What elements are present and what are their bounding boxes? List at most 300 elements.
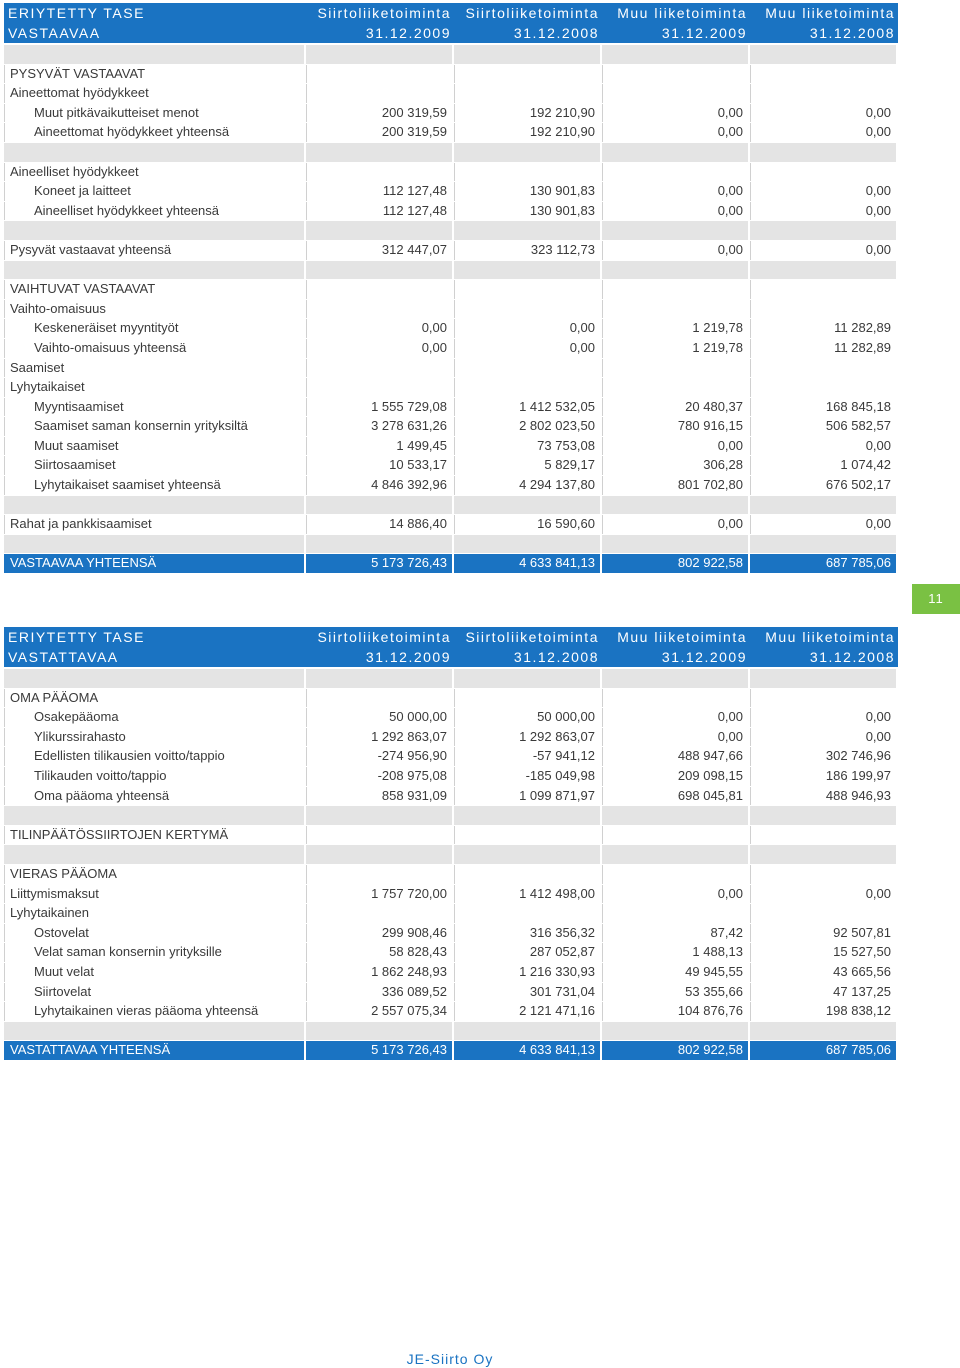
row-label: Aineettomat hyödykkeet yhteensä [4, 123, 306, 142]
row-label: OMA PÄÄOMA [4, 689, 306, 708]
value-cell: 0,00 [750, 437, 896, 456]
value-cell: 301 731,04 [454, 983, 602, 1002]
value-cell [602, 826, 750, 845]
row-label: Oma pääoma yhteensä [4, 787, 306, 806]
value-cell [750, 45, 896, 64]
header-col-1: Siirtoliiketoiminta [317, 5, 451, 21]
row-label: Saamiset saman konsernin yrityksiltä [4, 417, 306, 436]
row-label: Muut saamiset [4, 437, 306, 456]
value-cell [454, 143, 602, 162]
table-row [4, 202, 898, 222]
value-cell [750, 1022, 896, 1041]
value-cell [454, 1022, 602, 1041]
value-cell: 1 219,78 [602, 319, 750, 338]
row-label [4, 261, 306, 280]
value-cell [750, 535, 896, 554]
row-label [4, 221, 306, 240]
header-date-1: 31.12.2009 [365, 649, 451, 665]
row-label: VAIHTUVAT VASTAAVAT [4, 280, 306, 299]
header-col-4: Muu liiketoiminta [765, 5, 895, 21]
row-label [4, 669, 306, 688]
table-row [4, 398, 898, 418]
value-cell [454, 378, 602, 397]
value-cell [750, 496, 896, 515]
row-label: Lyhytaikainen [4, 904, 306, 923]
spacer-row [4, 261, 898, 281]
value-cell: 192 210,90 [454, 104, 602, 123]
value-cell [602, 359, 750, 378]
value-cell [602, 689, 750, 708]
value-cell: 1 488,13 [602, 943, 750, 962]
value-cell [750, 221, 896, 240]
value-cell: 306,28 [602, 456, 750, 475]
table-row [4, 123, 898, 143]
value-cell [750, 806, 896, 825]
value-cell [602, 845, 750, 864]
value-cell: 336 089,52 [306, 983, 454, 1002]
table-row [4, 359, 898, 379]
table-row [4, 280, 898, 300]
value-cell [602, 221, 750, 240]
row-label: Tilikauden voitto/tappio [4, 767, 306, 786]
value-cell [602, 1022, 750, 1041]
footer-company-name: JE-Siirto Oy [406, 1351, 494, 1367]
header-title: ERIYTETTY TASE [8, 629, 145, 645]
balance-sheet-assets-table [4, 3, 898, 574]
value-cell: 1 412 498,00 [454, 885, 602, 904]
table-row [4, 963, 898, 983]
table-row [4, 476, 898, 496]
value-cell: 1 862 248,93 [306, 963, 454, 982]
value-cell: 1 292 863,07 [454, 728, 602, 747]
row-label [4, 496, 306, 515]
value-cell: 0,00 [306, 319, 454, 338]
value-cell [602, 84, 750, 103]
value-cell: 0,00 [602, 885, 750, 904]
value-cell: 0,00 [750, 202, 896, 221]
spacer-row [4, 845, 898, 865]
header-col-2: Siirtoliiketoiminta [465, 5, 599, 21]
value-cell: 0,00 [602, 437, 750, 456]
header-date-3: 31.12.2009 [661, 649, 747, 665]
value-cell: 10 533,17 [306, 456, 454, 475]
spacer-row [4, 496, 898, 516]
value-cell: 4 846 392,96 [306, 476, 454, 495]
header-date-4: 31.12.2008 [809, 649, 895, 665]
table-row [4, 65, 898, 85]
row-label: Aineelliset hyödykkeet [4, 163, 306, 182]
row-label: Saamiset [4, 359, 306, 378]
table-row [4, 163, 898, 183]
row-label: Vaihto-omaisuus [4, 300, 306, 319]
value-cell: 780 916,15 [602, 417, 750, 436]
value-cell [602, 535, 750, 554]
spacer-row [4, 669, 898, 689]
value-cell: 53 355,66 [602, 983, 750, 1002]
value-cell [454, 280, 602, 299]
value-cell: 802 922,58 [602, 1041, 750, 1060]
value-cell [454, 496, 602, 515]
value-cell: 186 199,97 [750, 767, 896, 786]
value-cell: 488 947,66 [602, 747, 750, 766]
header-date-2: 31.12.2008 [513, 649, 599, 665]
value-cell [306, 496, 454, 515]
value-cell [454, 904, 602, 923]
value-cell: 192 210,90 [454, 123, 602, 142]
value-cell: 312 447,07 [306, 241, 454, 260]
value-cell [750, 826, 896, 845]
table-row [4, 747, 898, 767]
row-label: Ostovelat [4, 924, 306, 943]
value-cell: 0,00 [750, 123, 896, 142]
value-cell: 1 555 729,08 [306, 398, 454, 417]
value-cell [454, 65, 602, 84]
table-row [4, 378, 898, 398]
value-cell: 4 633 841,13 [454, 554, 602, 573]
header-row-2 [4, 647, 898, 667]
value-cell: 200 319,59 [306, 123, 454, 142]
row-label: Ylikurssirahasto [4, 728, 306, 747]
row-label: Liittymismaksut [4, 885, 306, 904]
value-cell: -57 941,12 [454, 747, 602, 766]
row-label: PYSYVÄT VASTAAVAT [4, 65, 306, 84]
value-cell [602, 143, 750, 162]
value-cell [602, 904, 750, 923]
spacer-row [4, 535, 898, 555]
value-cell: 112 127,48 [306, 182, 454, 201]
table-row [4, 437, 898, 457]
value-cell: -274 956,90 [306, 747, 454, 766]
value-cell: 323 112,73 [454, 241, 602, 260]
value-cell [602, 45, 750, 64]
value-cell: 687 785,06 [750, 1041, 896, 1060]
value-cell: 4 633 841,13 [454, 1041, 602, 1060]
value-cell [306, 280, 454, 299]
value-cell: 2 121 471,16 [454, 1002, 602, 1021]
table-row [4, 885, 898, 905]
value-cell: 0,00 [602, 104, 750, 123]
value-cell [306, 65, 454, 84]
table-row [4, 241, 898, 261]
value-cell [454, 45, 602, 64]
value-cell: 0,00 [602, 708, 750, 727]
value-cell: 488 946,93 [750, 787, 896, 806]
table-row [4, 728, 898, 748]
value-cell: 0,00 [750, 885, 896, 904]
row-label: Myyntisaamiset [4, 398, 306, 417]
row-label: Muut velat [4, 963, 306, 982]
value-cell [602, 261, 750, 280]
value-cell [750, 163, 896, 182]
header-date-2: 31.12.2008 [513, 25, 599, 41]
value-cell [306, 359, 454, 378]
value-cell: 0,00 [750, 182, 896, 201]
value-cell: 698 045,81 [602, 787, 750, 806]
value-cell: 130 901,83 [454, 202, 602, 221]
value-cell [750, 280, 896, 299]
row-label [4, 806, 306, 825]
value-cell [454, 535, 602, 554]
value-cell [306, 221, 454, 240]
total-row [4, 1041, 898, 1061]
table-row [4, 182, 898, 202]
value-cell [750, 300, 896, 319]
value-cell: 0,00 [602, 728, 750, 747]
table-row [4, 924, 898, 944]
value-cell: 49 945,55 [602, 963, 750, 982]
table-row [4, 983, 898, 1003]
value-cell: 130 901,83 [454, 182, 602, 201]
value-cell [602, 163, 750, 182]
table-row [4, 904, 898, 924]
table-row [4, 339, 898, 359]
value-cell: 1 757 720,00 [306, 885, 454, 904]
header-subtitle: VASTATTAVAA [8, 649, 119, 665]
value-cell: 1 292 863,07 [306, 728, 454, 747]
page-number-badge: 11 [912, 584, 960, 614]
row-label: Aineettomat hyödykkeet [4, 84, 306, 103]
value-cell [306, 1022, 454, 1041]
value-cell: 87,42 [602, 924, 750, 943]
value-cell [454, 865, 602, 884]
value-cell [602, 378, 750, 397]
value-cell: 0,00 [454, 319, 602, 338]
value-cell: 0,00 [602, 123, 750, 142]
value-cell [306, 163, 454, 182]
table-row [4, 943, 898, 963]
value-cell [750, 845, 896, 864]
row-label: Siirtovelat [4, 983, 306, 1002]
table-row [4, 515, 898, 535]
row-label: Siirtosaamiset [4, 456, 306, 475]
row-label [4, 45, 306, 64]
table-header [4, 3, 898, 43]
value-cell: 14 886,40 [306, 515, 454, 534]
spacer-row [4, 221, 898, 241]
value-cell [306, 845, 454, 864]
value-cell: 0,00 [602, 182, 750, 201]
value-cell: 112 127,48 [306, 202, 454, 221]
header-title: ERIYTETTY TASE [8, 5, 145, 21]
value-cell: 200 319,59 [306, 104, 454, 123]
value-cell: 287 052,87 [454, 943, 602, 962]
value-cell [602, 300, 750, 319]
value-cell: 0,00 [602, 515, 750, 534]
header-date-3: 31.12.2009 [661, 25, 747, 41]
value-cell [750, 84, 896, 103]
table-row [4, 417, 898, 437]
value-cell: 2 802 023,50 [454, 417, 602, 436]
header-col-4: Muu liiketoiminta [765, 629, 895, 645]
value-cell: 858 931,09 [306, 787, 454, 806]
total-row [4, 554, 898, 574]
value-cell [306, 143, 454, 162]
value-cell: 801 702,80 [602, 476, 750, 495]
row-label [4, 143, 306, 162]
row-label: Osakepääoma [4, 708, 306, 727]
value-cell [602, 806, 750, 825]
table-row [4, 456, 898, 476]
value-cell: 3 278 631,26 [306, 417, 454, 436]
value-cell [750, 378, 896, 397]
value-cell: 0,00 [306, 339, 454, 358]
value-cell: 0,00 [602, 241, 750, 260]
value-cell [306, 84, 454, 103]
header-col-3: Muu liiketoiminta [617, 5, 747, 21]
value-cell: 4 294 137,80 [454, 476, 602, 495]
value-cell: 5 173 726,43 [306, 554, 454, 573]
header-row-1 [4, 3, 898, 23]
value-cell: 16 590,60 [454, 515, 602, 534]
table-row [4, 689, 898, 709]
row-label [4, 1022, 306, 1041]
value-cell [454, 163, 602, 182]
row-label: VASTAAVAA YHTEENSÄ [4, 554, 306, 573]
value-cell: -185 049,98 [454, 767, 602, 786]
row-label: Pysyvät vastaavat yhteensä [4, 241, 306, 260]
value-cell [454, 689, 602, 708]
value-cell: 1 216 330,93 [454, 963, 602, 982]
value-cell: 687 785,06 [750, 554, 896, 573]
value-cell [750, 669, 896, 688]
value-cell: 5 829,17 [454, 456, 602, 475]
value-cell: 58 828,43 [306, 943, 454, 962]
value-cell: 0,00 [750, 241, 896, 260]
value-cell [454, 806, 602, 825]
value-cell [306, 261, 454, 280]
value-cell: 15 527,50 [750, 943, 896, 962]
value-cell [306, 378, 454, 397]
spacer-row [4, 806, 898, 826]
value-cell: 1 219,78 [602, 339, 750, 358]
value-cell: 73 753,08 [454, 437, 602, 456]
value-cell: 2 557 075,34 [306, 1002, 454, 1021]
row-label: Velat saman konsernin yrityksille [4, 943, 306, 962]
row-label: VASTATTAVAA YHTEENSÄ [4, 1041, 306, 1060]
header-subtitle: VASTAAVAA [8, 25, 101, 41]
value-cell: 0,00 [602, 202, 750, 221]
row-label: Vaihto-omaisuus yhteensä [4, 339, 306, 358]
value-cell: 0,00 [750, 728, 896, 747]
value-cell: 316 356,32 [454, 924, 602, 943]
table-row [4, 300, 898, 320]
value-cell [602, 669, 750, 688]
value-cell [306, 535, 454, 554]
table-row [4, 708, 898, 728]
row-label [4, 535, 306, 554]
value-cell: 302 746,96 [750, 747, 896, 766]
table-row [4, 865, 898, 885]
row-label: VIERAS PÄÄOMA [4, 865, 306, 884]
value-cell: 676 502,17 [750, 476, 896, 495]
value-cell [454, 300, 602, 319]
row-label: Lyhytaikaiset [4, 378, 306, 397]
header-date-1: 31.12.2009 [365, 25, 451, 41]
table-row [4, 767, 898, 787]
value-cell [602, 496, 750, 515]
value-cell [750, 261, 896, 280]
spacer-row [4, 143, 898, 163]
value-cell: 198 838,12 [750, 1002, 896, 1021]
value-cell [306, 300, 454, 319]
header-row-1 [4, 627, 898, 647]
value-cell: 0,00 [750, 104, 896, 123]
value-cell: 11 282,89 [750, 319, 896, 338]
value-cell: 168 845,18 [750, 398, 896, 417]
row-label: Lyhytaikaiset saamiset yhteensä [4, 476, 306, 495]
value-cell: 209 098,15 [602, 767, 750, 786]
value-cell: 802 922,58 [602, 554, 750, 573]
value-cell: 92 507,81 [750, 924, 896, 943]
value-cell: 50 000,00 [306, 708, 454, 727]
header-date-4: 31.12.2008 [809, 25, 895, 41]
value-cell [306, 865, 454, 884]
row-label: Edellisten tilikausien voitto/tappio [4, 747, 306, 766]
value-cell [454, 359, 602, 378]
row-label: Keskeneräiset myyntityöt [4, 319, 306, 338]
row-label: Koneet ja laitteet [4, 182, 306, 201]
table-row [4, 319, 898, 339]
value-cell: 20 480,37 [602, 398, 750, 417]
value-cell: 506 582,57 [750, 417, 896, 436]
value-cell: 43 665,56 [750, 963, 896, 982]
value-cell [750, 904, 896, 923]
value-cell [750, 865, 896, 884]
value-cell [454, 221, 602, 240]
row-label: TILINPÄÄTÖSSIIRTOJEN KERTYMÄ [4, 826, 306, 845]
value-cell: 11 282,89 [750, 339, 896, 358]
value-cell [454, 845, 602, 864]
row-label: Lyhytaikainen vieras pääoma yhteensä [4, 1002, 306, 1021]
value-cell [750, 65, 896, 84]
value-cell: 299 908,46 [306, 924, 454, 943]
spacer-row [4, 45, 898, 65]
header-col-1: Siirtoliiketoiminta [317, 629, 451, 645]
value-cell: -208 975,08 [306, 767, 454, 786]
value-cell: 1 412 532,05 [454, 398, 602, 417]
header-col-2: Siirtoliiketoiminta [465, 629, 599, 645]
balance-sheet-liabilities-table [4, 627, 898, 1061]
value-cell [602, 280, 750, 299]
value-cell [750, 143, 896, 162]
value-cell: 1 499,45 [306, 437, 454, 456]
table-row [4, 104, 898, 124]
value-cell [454, 84, 602, 103]
table-row [4, 826, 898, 846]
table-body [4, 669, 898, 1061]
value-cell: 5 173 726,43 [306, 1041, 454, 1060]
header-row-2 [4, 23, 898, 43]
value-cell [602, 865, 750, 884]
value-cell: 50 000,00 [454, 708, 602, 727]
spacer-row [4, 1022, 898, 1042]
value-cell [750, 689, 896, 708]
value-cell [454, 669, 602, 688]
value-cell [454, 826, 602, 845]
table-row [4, 1002, 898, 1022]
value-cell [750, 359, 896, 378]
value-cell [454, 261, 602, 280]
value-cell [306, 806, 454, 825]
row-label: Aineelliset hyödykkeet yhteensä [4, 202, 306, 221]
value-cell: 0,00 [750, 515, 896, 534]
value-cell [306, 689, 454, 708]
value-cell: 1 074,42 [750, 456, 896, 475]
table-body [4, 45, 898, 574]
value-cell: 1 099 871,97 [454, 787, 602, 806]
row-label: Rahat ja pankkisaamiset [4, 515, 306, 534]
row-label: Muut pitkävaikutteiset menot [4, 104, 306, 123]
